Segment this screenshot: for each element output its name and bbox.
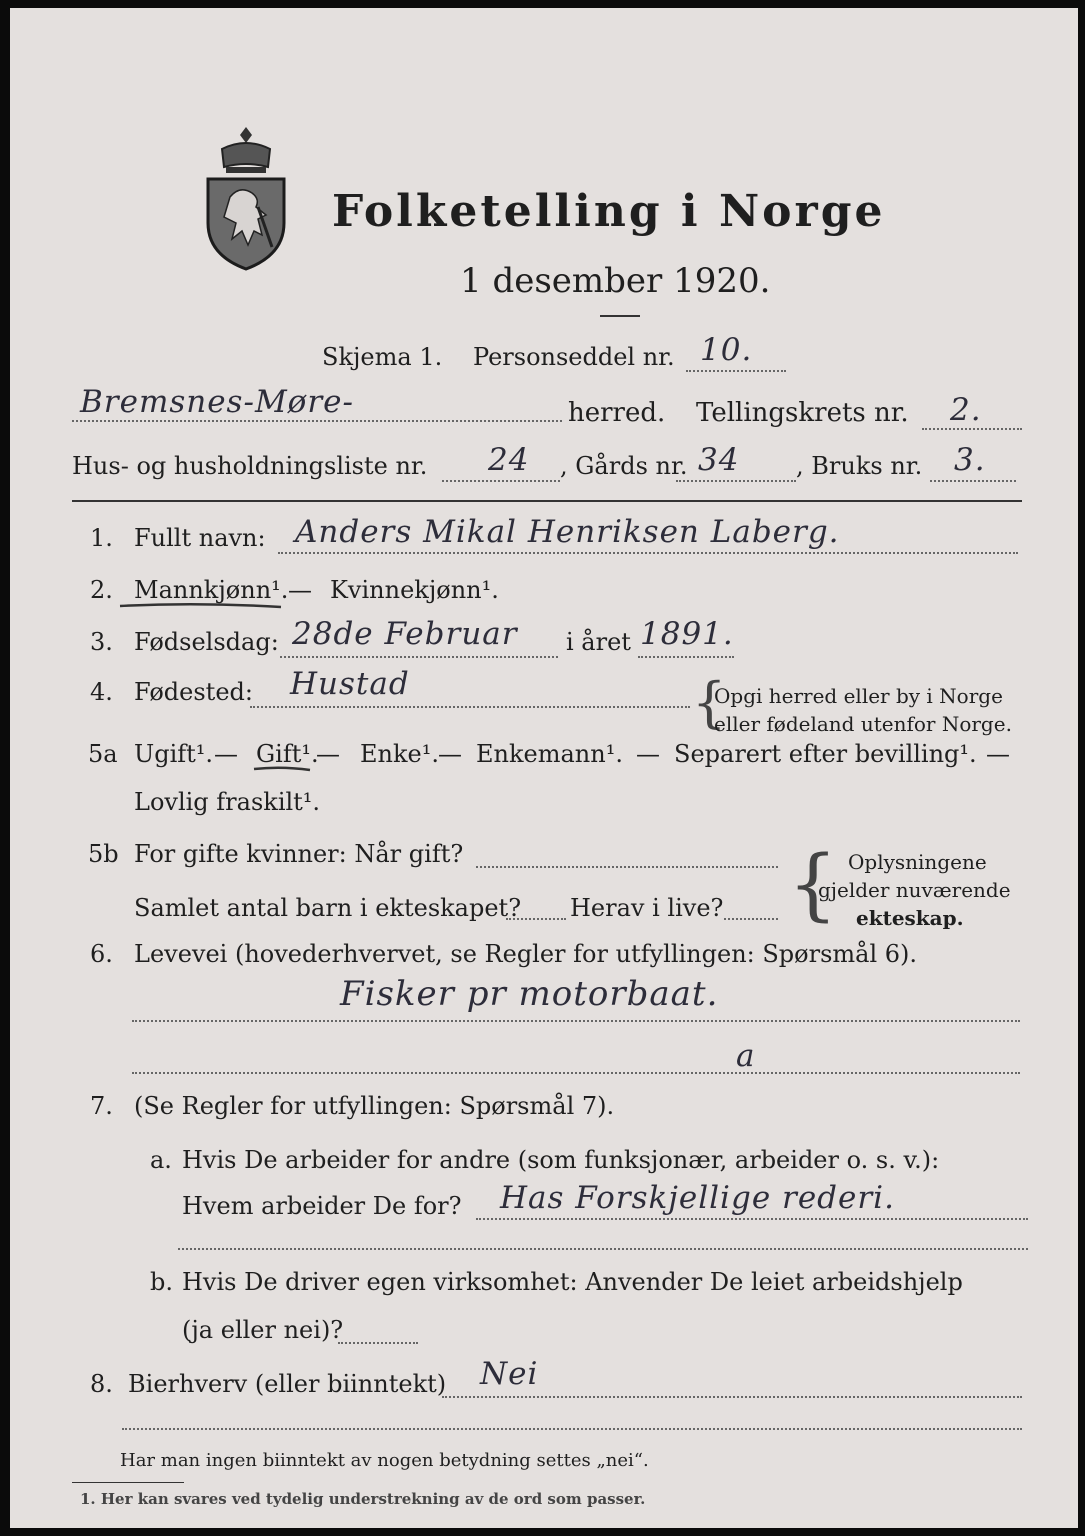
q4-number: 4.: [90, 678, 113, 706]
skjema-label: Skjema 1.: [322, 343, 443, 371]
q1-label: Fullt navn:: [134, 524, 266, 552]
birth-year-value: 1891.: [640, 616, 734, 652]
female-option: Kvinnekjønn¹.: [330, 576, 499, 604]
q5a-number: 5a: [88, 740, 118, 768]
male-option: Mannkjønn¹.: [134, 576, 289, 604]
gards-value: 34: [698, 442, 740, 478]
q7b-number: b.: [150, 1268, 173, 1296]
q7a-line-1: [476, 1218, 1028, 1220]
tellingskrets-line: [922, 428, 1022, 430]
section-divider: [72, 500, 1022, 502]
q8-number: 8.: [90, 1370, 113, 1398]
personseddel-line: [686, 370, 786, 372]
birthday-value: 28de Februar: [292, 616, 518, 652]
status-fraskilt: Lovlig fraskilt¹.: [134, 788, 321, 816]
q8-label: Bierhverv (eller biinntekt): [128, 1370, 447, 1398]
q5b-brace: {: [788, 840, 838, 930]
status-gift: Gift¹.: [256, 740, 319, 768]
q4-line: [250, 706, 690, 708]
gift-underline: [252, 764, 312, 774]
census-form: [10, 8, 1078, 1528]
year-line: [638, 656, 734, 658]
hus-value: 24: [488, 442, 530, 478]
q5a-sep-4: —: [636, 740, 660, 768]
q6-line-2: [132, 1072, 1020, 1074]
q7a-text: Hvis De arbeider for andre (som funksjonær, arbeider o. s. v.):: [182, 1146, 940, 1174]
q5b-note-1: Oplysningene: [848, 850, 987, 874]
q5b-line-3: [724, 918, 778, 920]
full-name-value: Anders Mikal Henriksen Laberg.: [295, 514, 840, 550]
bruks-line: [930, 480, 1016, 482]
q7a-number: a.: [150, 1146, 172, 1174]
q5b-line-2: [506, 918, 566, 920]
employer-value: Has Forskjellige rederi.: [500, 1180, 895, 1216]
q5b-note-2: gjelder nuværende: [818, 878, 1011, 902]
q7b-question: (ja eller nei)?: [182, 1316, 344, 1344]
q1-line: [278, 552, 1018, 554]
personseddel-label: Personseddel nr.: [473, 343, 675, 371]
form-date: 1 desember 1920.: [460, 261, 771, 301]
q4-label: Fødested:: [134, 678, 253, 706]
q5a-sep-5: —: [986, 740, 1010, 768]
q2-number: 2.: [90, 576, 113, 604]
q5b-note-3: ekteskap.: [856, 906, 964, 930]
bruks-label: , Bruks nr.: [796, 452, 923, 480]
q3-number: 3.: [90, 628, 113, 656]
status-separert: Separert efter bevilling¹.: [674, 740, 977, 768]
q4-note-2: eller fødeland utenfor Norge.: [714, 712, 1012, 736]
q3-line: [280, 656, 558, 658]
side-income-value: Nei: [480, 1356, 539, 1392]
q7-number: 7.: [90, 1092, 113, 1120]
q5a-sep-3: —: [438, 740, 462, 768]
q6-line-1: [132, 1020, 1020, 1022]
q4-brace: {: [692, 671, 727, 734]
coat-of-arms-icon: [200, 123, 292, 273]
occupation-value-2: a: [736, 1038, 756, 1074]
q5b-alive: Herav i live?: [570, 894, 724, 922]
tellingskrets-value: 2.: [950, 392, 982, 428]
q6-label: Levevei (hovederhvervet, se Regler for utfyllingen: Spørsmål 6).: [134, 940, 918, 968]
personseddel-value: 10.: [700, 332, 753, 368]
year-label: i året: [566, 628, 631, 656]
q7-label: (Se Regler for utfyllingen: Spørsmål 7).: [134, 1092, 615, 1120]
q2-separator: —: [288, 576, 312, 604]
tellingskrets-label: Tellingskrets nr.: [696, 398, 909, 428]
herred-line: [72, 420, 562, 422]
gards-line: [676, 480, 796, 482]
herred-label: herred.: [568, 398, 666, 428]
hus-line: [442, 480, 560, 482]
q5b-number: 5b: [88, 840, 119, 868]
q5b-line-1: [476, 866, 778, 868]
q7a-line-2: [178, 1248, 1028, 1250]
footnote: 1. Her kan svares ved tydelig understrekning av de ord som passer.: [80, 1490, 646, 1508]
herred-value: Bremsnes-Møre-: [80, 384, 354, 420]
status-ugift: Ugift¹.: [134, 740, 214, 768]
q5b-married-when: For gifte kvinner: Når gift?: [134, 840, 464, 868]
footnote-rule: [72, 1482, 184, 1483]
form-title: Folketelling i Norge: [332, 186, 886, 237]
q7b-line: [338, 1342, 418, 1344]
q6-number: 6.: [90, 940, 113, 968]
q5a-sep-2: —: [316, 740, 340, 768]
q7b-text: Hvis De driver egen virksomhet: Anvender De leiet arbeidshjelp: [182, 1268, 963, 1296]
title-divider: [600, 315, 640, 317]
q1-number: 1.: [90, 524, 113, 552]
occupation-value: Fisker pr motorbaat.: [340, 974, 719, 1014]
status-enkemann: Enkemann¹.: [476, 740, 623, 768]
q8-line-1: [442, 1396, 1022, 1398]
q3-label: Fødselsdag:: [134, 628, 279, 656]
q5a-sep-1: —: [214, 740, 238, 768]
gards-label: , Gårds nr.: [560, 452, 688, 480]
q4-note-1: Opgi herred eller by i Norge: [714, 684, 1003, 708]
q8-line-2: [122, 1428, 1022, 1430]
birthplace-value: Hustad: [290, 666, 410, 702]
footer-note: Har man ingen biinntekt av nogen betydning settes „nei“.: [120, 1450, 649, 1471]
status-enke: Enke¹.: [360, 740, 439, 768]
male-underline: [118, 600, 283, 612]
hus-label: Hus- og husholdningsliste nr.: [72, 452, 428, 480]
q5b-children: Samlet antal barn i ekteskapet?: [134, 894, 522, 922]
q7a-question: Hvem arbeider De for?: [182, 1192, 462, 1220]
bruks-value: 3.: [954, 442, 986, 478]
